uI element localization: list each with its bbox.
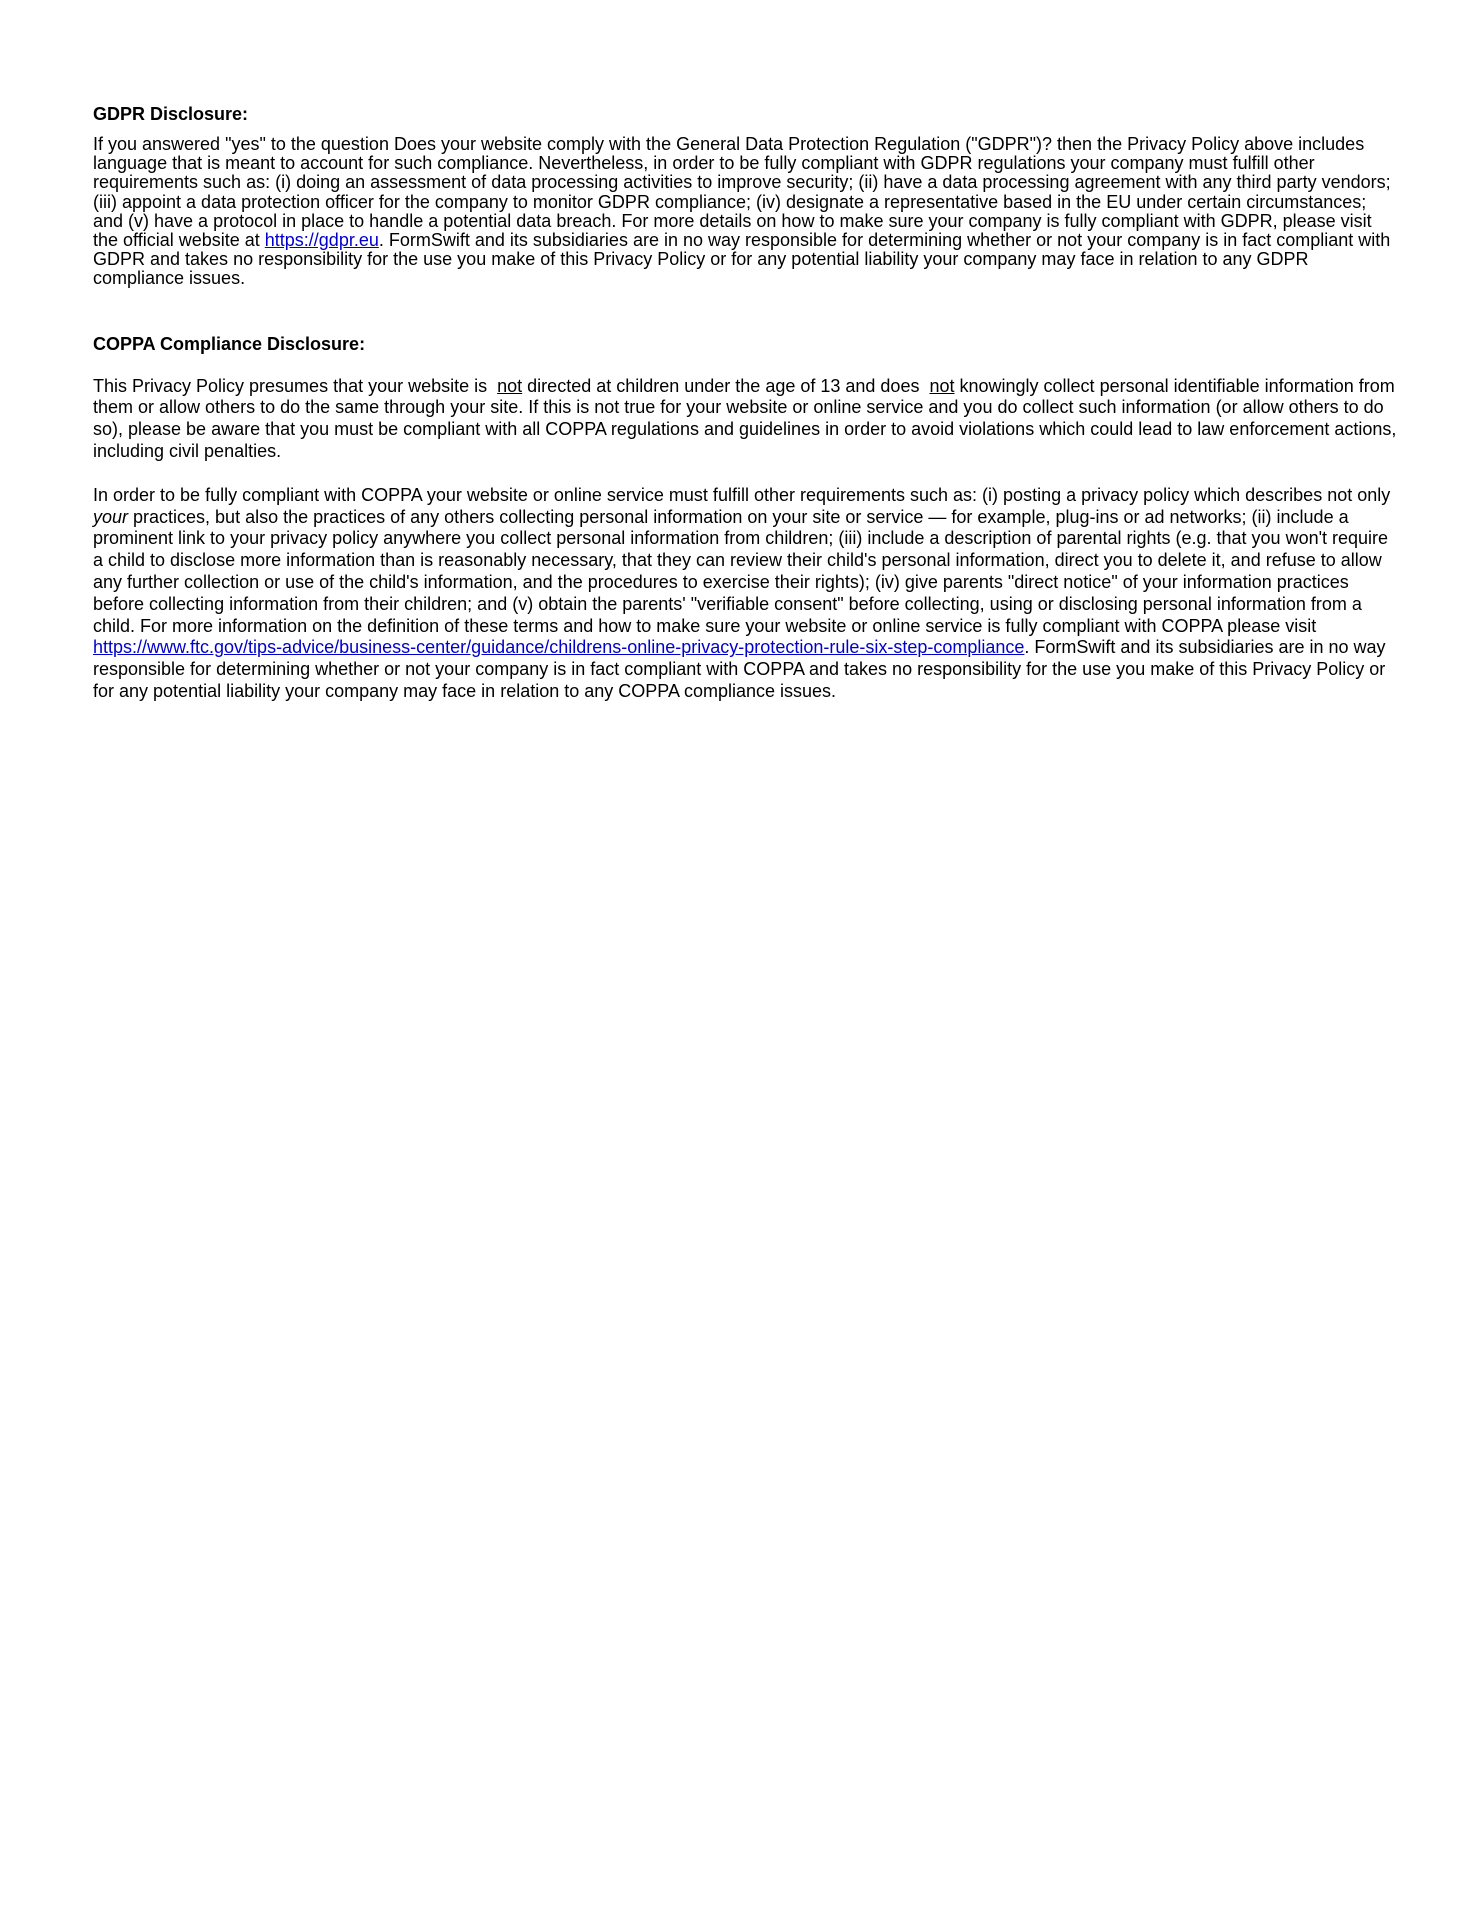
coppa-p1-text-1: This Privacy Policy presumes that your website is: [93, 375, 493, 396]
coppa-ftc-link[interactable]: https://www.ftc.gov/tips-advice/business-center/guidance/childrens-online-privacy-protection-rule-six-step-compliance: [93, 637, 1025, 658]
gdpr-paragraph: [93, 135, 1398, 289]
gdpr-section: [93, 103, 1398, 289]
coppa-p1-not-1: not: [497, 375, 523, 396]
coppa-p2-text-3: . FormSwift and its subsidiaries are in no way responsible for determining whether or not your company is in fact compliant with COPPA and takes no responsibility for the use you make of this Privacy Policy or for any potential liability your company may face in relation to any COPPA compliance issues.: [93, 637, 1386, 701]
gdpr-link[interactable]: https://gdpr.eu: [264, 230, 379, 251]
coppa-p1-text-3: knowingly collect personal identifiable information from them or allow others to do the same through your site. If this is not true for your website or online service and you do collect such information (or allow others to do so), please be aware that you must be compliant with all COPPA regulations and guidelines in order to avoid violations which could lead to law enforcement actions, including civil penalties.: [93, 375, 1397, 462]
gdpr-heading: GDPR Disclosure:: [93, 104, 249, 124]
coppa-p2-text-2: practices, but also the practices of any others collecting personal information on your site or service — for example, plug-ins or ad networks; (ii) include a prominent link to your privacy policy anywhere you collect personal information from children; (iii) include a description of parental rights (e.g. that you won't require a child to disclose more information than is reasonably necessary, that they can review their child's personal information, direct you to delete it, and refuse to allow any further collection or use of the child's information, and the procedures to exercise their rights); (iv) give parents "direct notice" of your information practices before collecting information from their children; and (v) obtain the parents' "verifiable consent" before collecting, using or disclosing personal information from a child. For more information on the definition of these terms and how to make sure your website or online service is fully compliant with COPPA please visit: [93, 506, 1389, 636]
coppa-section: [93, 333, 1398, 703]
coppa-paragraph-2: [93, 485, 1398, 703]
coppa-p1-not-2: not: [929, 375, 955, 396]
coppa-p2-text-1: In order to be fully compliant with COPPA your website or online service must fulfill other requirements such as: (i) posting a privacy policy which describes not only: [93, 484, 1391, 505]
coppa-p1-text-2: directed at children under the age of 13 and does: [522, 375, 925, 396]
gdpr-text-before-link: If you answered "yes" to the question Does your website comply with the General Data Protection Regulation ("GDPR")? then the Privacy Policy above includes language that is meant to account for such compliance. Nevertheless, in order to be fully compliant with GDPR regulations your company must fulfill other requirements such as: (i) doing an assessment of data processing activities to improve security; (ii) have a data processing agreement with any third party vendors; (iii) appoint a data protection officer for the company to monitor GDPR compliance; (iv) designate a representative based in the EU under certain circumstances; and (v) have a protocol in place to handle a potential data breach. For more details on how to make sure your company is fully compliant with GDPR, please visit the official website at: [93, 134, 1391, 251]
document-page: [93, 103, 1398, 703]
gdpr-text-after-link: . FormSwift and its subsidiaries are in no way responsible for determining whether or not your company is in fact compliant with GDPR and takes no responsibility for the use you make of this Privacy Policy or for any potential liability your company may face in relation to any GDPR compliance issues.: [93, 230, 1391, 289]
coppa-p2-italic: your: [93, 506, 129, 527]
coppa-paragraph-1: [93, 376, 1398, 463]
coppa-heading: COPPA Compliance Disclosure:: [93, 333, 366, 354]
